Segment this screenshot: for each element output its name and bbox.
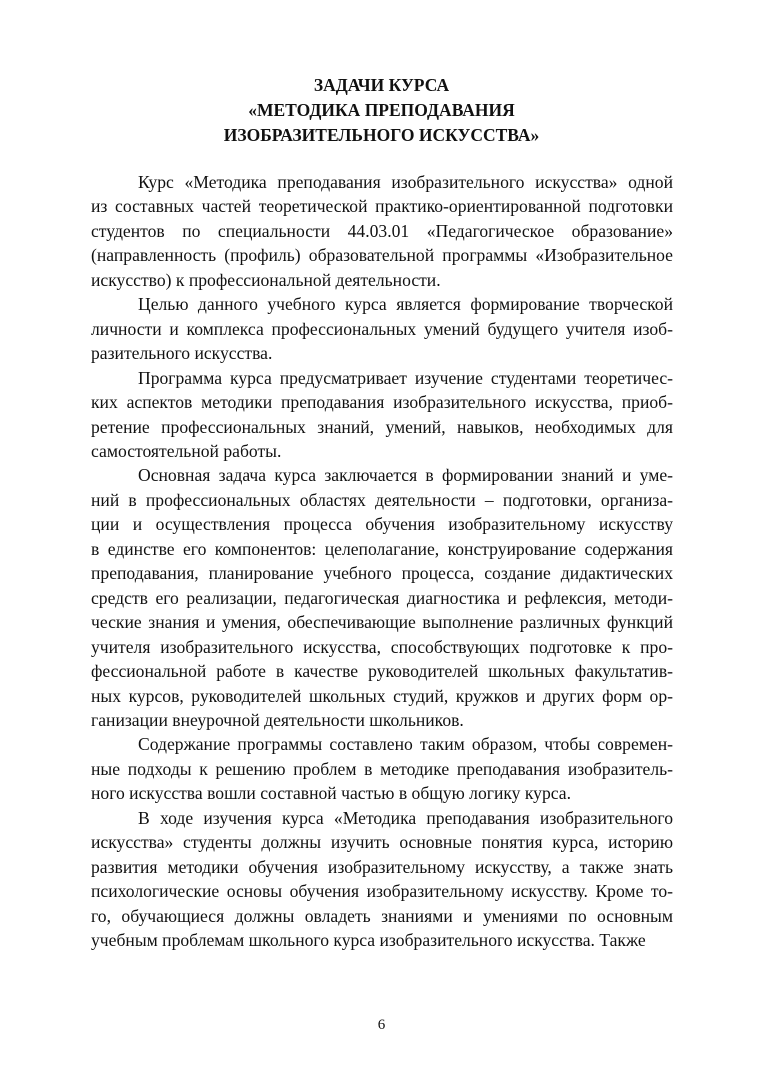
paragraph-4	[91, 463, 673, 732]
paragraph-line: студентов по специальности 44.03.01 «Педагогическое образование»	[91, 220, 673, 241]
paragraph-line: из составных частей теоретической практико-ориентированной подготовки	[91, 196, 673, 217]
title-line-3: ИЗОБРАЗИТЕЛЬНОГО ИСКУССТВА»	[223, 125, 540, 145]
paragraph-line: учебным проблемам школьного курса изобразительного искусства. Также	[91, 930, 646, 951]
paragraph-3	[91, 366, 673, 464]
paragraph-line: ретение профессиональных знаний, умений, навыков, необходимых для	[91, 416, 673, 437]
body-text	[91, 170, 673, 953]
paragraph-line: психологические основы обучения изобразительному искусству. Кроме то-	[91, 881, 673, 902]
paragraph-line: ких аспектов методики преподавания изобразительного искусства, приоб-	[91, 392, 673, 413]
paragraph-2	[91, 292, 673, 365]
title-line-1: ЗАДАЧИ КУРСА	[313, 75, 450, 95]
paragraph-line: искусства» студенты должны изучить основные понятия курса, историю	[91, 832, 673, 853]
paragraph-line: искусство) к профессиональной деятельности.	[91, 269, 441, 290]
paragraph-line: ных курсов, руководителей школьных студий, кружков и других форм ор-	[91, 685, 673, 706]
paragraph-line: В ходе изучения курса «Методика преподавания изобразительного	[138, 807, 673, 828]
title-line-2: «МЕТОДИКА ПРЕПОДАВАНИЯ	[248, 100, 515, 120]
paragraph-line: Основная задача курса заключается в формировании знаний и уме-	[138, 465, 673, 486]
paragraph-line: Содержание программы составлено таким образом, чтобы современ-	[138, 734, 673, 755]
paragraph-line: ческие знания и умения, обеспечивающие выполнение различных функций	[91, 612, 673, 633]
paragraph-line: Программа курса предусматривает изучение студентами теоретичес-	[138, 367, 673, 388]
page-title	[0, 73, 763, 148]
paragraph-line: разительного искусства.	[91, 343, 273, 364]
paragraph-line: ции и осуществления процесса обучения изобразительному искусству	[91, 514, 673, 535]
paragraph-line: ного искусства вошли составной частью в общую логику курса.	[91, 783, 572, 804]
paragraph-1	[91, 170, 673, 292]
page-number: 6	[377, 1017, 386, 1033]
paragraph-line: средств его реализации, педагогическая диагностика и рефлексия, методи-	[91, 587, 673, 608]
paragraph-line: Курс «Методика преподавания изобразительного искусства» одной	[138, 172, 673, 192]
paragraph-line: учителя изобразительного искусства, способствующих подготовке к про-	[91, 636, 673, 657]
paragraph-line: преподавания, планирование учебного процесса, создание дидактических	[91, 563, 673, 584]
paragraph-5	[91, 732, 673, 805]
paragraph-line: Целью данного учебного курса является формирование творческой	[138, 294, 673, 315]
paragraph-line: фессиональной работе в качестве руководителей школьных факультатив-	[91, 661, 673, 682]
paragraph-6	[91, 806, 673, 953]
paragraph-line: ные подходы к решению проблем в методике преподавания изобразитель-	[91, 758, 673, 779]
paragraph-line: ганизации внеурочной деятельности школьников.	[91, 709, 464, 730]
paragraph-line: (направленность (профиль) образовательной программы «Изобразительное	[91, 245, 673, 266]
paragraph-line: личности и комплекса профессиональных умений будущего учителя изоб-	[91, 318, 673, 339]
paragraph-line: развития методики обучения изобразительному искусству, а также знать	[91, 856, 673, 877]
paragraph-line: ний в профессиональных областях деятельности – подготовки, организа-	[91, 489, 673, 510]
paragraph-line: го, обучающиеся должны овладеть знаниями и умениями по основным	[91, 905, 673, 926]
paragraph-line: в единстве его компонентов: целеполагание, конструирование содержания	[91, 538, 673, 559]
paragraph-line: самостоятельной работы.	[91, 440, 282, 461]
